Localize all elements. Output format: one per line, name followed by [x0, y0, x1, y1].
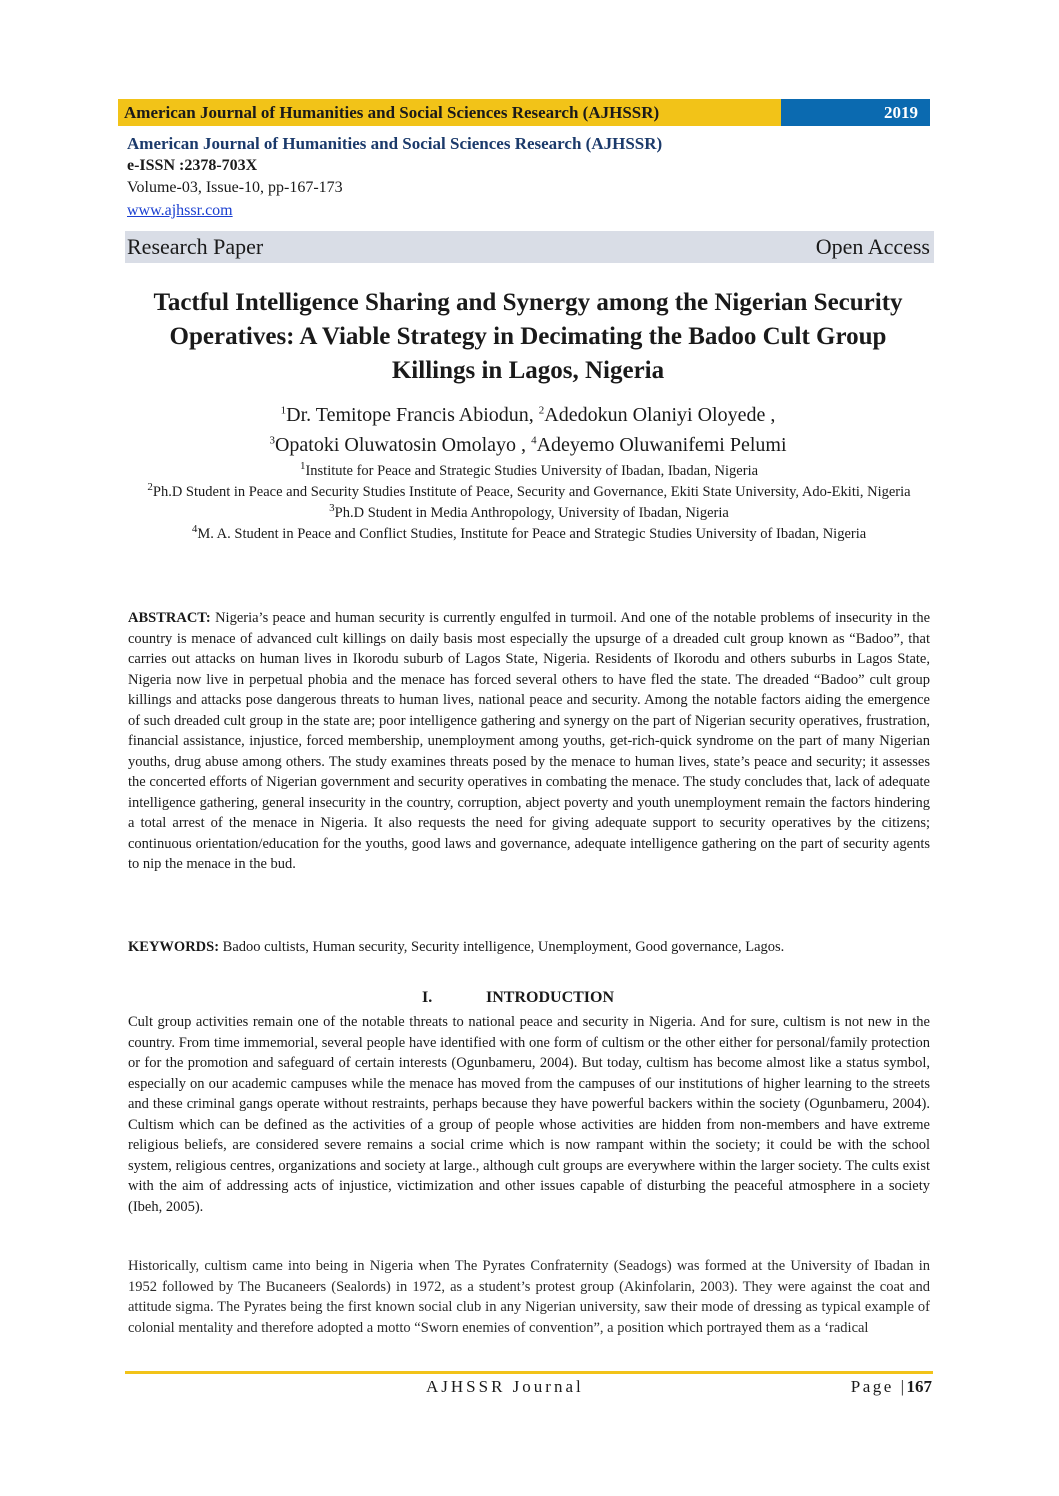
affiliation-text: Ph.D Student in Peace and Security Studies Institute of Peace, Security and Governance, Ekiti State University, Ado-Ekiti, Nigeria	[152, 484, 911, 500]
affiliation-text: Institute for Peace and Strategic Studies University of Ibadan, Ibadan, Nigeria	[305, 463, 759, 479]
page-label: Page |	[850, 1377, 907, 1396]
author-sup: 3	[269, 434, 275, 447]
page-number: 167	[906, 1377, 932, 1396]
history-paragraph: Historically, cultism came into being in Nigeria when The Pyrates Confraternity (Seadogs) was formed at the University of Ibadan in 1952 followed by The Bucaneers (Sealords) in 1972, as a student’s protest group (Akinfolarin, 2003). They were against the coat and attitude sigma. The Pyrates being the first known social club in any Nigerian university, saw their mode of dressing as typical example of colonial mentality and therefore adopted a motto “Sworn enemies of convention”, a position which portrayed them as a ‘radical	[128, 1258, 930, 1336]
footer-divider	[125, 1371, 933, 1374]
header-year: 2019	[781, 99, 930, 126]
paper-type-label: Research Paper	[127, 234, 264, 259]
abstract-text: Nigeria’s peace and human security is currently engulfed in turmoil. And one of the notable problems of insecurity in the country is menace of advanced cult killings on daily basis most especially the upsurge of a dreaded cult group known as “Badoo”, that carries out attacks on human lives in Ikorodu suburb of Lagos State, Nigeria. Residents of Ikorodu and others suburbs in Lagos State, Nigeria now live in perpetual phobia and the menace has forced several others to have fled the state. The dreaded “Badoo” cult group killings and attacks pose dangerous threats to human lives, national peace and security. Among the notable factors aiding the emergence of such dreaded cult group in the state are; poor intelligence gathering and synergy on the part of Nigerian security operatives, frustration, financial assistance, injustice, forced membership, unemployment among youths, get-rich-quick syndrome on the part of many Nigerian youths, drug abuse among others. The study examines threats posed by the menace to human lives, state’s peace and security; it assesses the concerted efforts of Nigerian government and security operatives in combating the menace. The study concludes that, lack of adequate intelligence gathering, general insecurity in the country, corruption, abject poverty and youth unemployment remain the factors hindering a total arrest of the menace in Nigeria. It also requests the need for giving adequate support to security operatives by the citizens; continuous orientation/education for the youths, good laws and governance, adequate intelligence gathering on the part of security agents to nip the menace in the bud.	[128, 610, 931, 872]
section-title: INTRODUCTION	[486, 989, 615, 1006]
affiliation-sup: 2	[147, 481, 153, 494]
footer-page	[851, 1377, 932, 1397]
abstract	[128, 608, 930, 875]
author-name: Opatoki Oluwatosin Omolayo ,	[274, 434, 527, 456]
footer-journal: AJHSSR Journal	[426, 1377, 584, 1396]
running-header	[118, 99, 930, 126]
header-journal-name: American Journal of Humanities and Social Sciences Research (AJHSSR)	[118, 99, 781, 126]
keywords-text: Badoo cultists, Human security, Security intelligence, Unemployment, Good governance, Lagos.	[222, 939, 785, 955]
affiliation-text: M. A. Student in Peace and Conflict Studies, Institute for Peace and Strategic Studies University of Ibadan, Nigeria	[197, 526, 867, 542]
intro-paragraph: Cult group activities remain one of the notable threats to national peace and security in Nigeria. And for sure, cultism is not new in the country. From time immemorial, several people have identified with one form of cultism or the other either for personal/family protection or for the promotion and safeguard of certain interests (Ogunbameru, 2004). But today, cultism has become almost like a status symbol, especially on our academic campuses while the menace has moved from the campuses of our institutions of higher learning to the streets and these criminal gangs operate without restraints, perhaps because they have powerful backers within the society (Ogunbameru, 2004). Cultism which can be defined as the activities of a group of people whose activities are hidden from non-members and have extreme religious beliefs, are considered severe remains a social crime which is now rampant within the society; it could be with the school system, religious centres, organizations and society at large., although cult groups are everywhere within the larger society. The cults exist with the aim of addressing acts of injustice, victimization and other issues capable of disturbing the peaceful atmosphere in a society (Ibeh, 2005).	[128, 1014, 930, 1215]
section-number: I.	[422, 989, 433, 1006]
affiliation-sup: 4	[191, 523, 198, 536]
author-line-1	[128, 400, 928, 430]
eissn: e-ISSN :2378-703X	[127, 157, 258, 174]
journal-name: American Journal of Humanities and Social Sciences Research (AJHSSR)	[127, 134, 663, 153]
affiliation	[128, 461, 930, 482]
journal-info	[127, 133, 927, 222]
author-sup: 1	[280, 404, 287, 417]
affiliation	[128, 503, 930, 524]
affiliation-text: Ph.D Student in Media Anthropology, University of Ibadan, Nigeria	[334, 505, 729, 521]
abstract-label: ABSTRACT:	[128, 610, 211, 626]
access-label: Open Access	[815, 234, 930, 259]
affiliation-sup: 3	[329, 502, 335, 515]
keywords-label: KEYWORDS:	[128, 939, 220, 955]
paper-type-bar	[125, 231, 934, 263]
journal-website-link[interactable]: www.ajhssr.com	[127, 202, 233, 219]
paper-title: Tactful Intelligence Sharing and Synergy among the Nigerian Security Operatives: A Viable Strategy in Decimating the Badoo Cult Group Killings in Lagos, Nigeria	[153, 289, 903, 384]
author-line-2	[128, 430, 928, 460]
affiliation	[128, 524, 930, 545]
author-name: Adeyemo Oluwanifemi Pelumi	[536, 434, 787, 456]
author-sup: 2	[538, 404, 545, 417]
author-sup: 4	[531, 434, 537, 447]
volume-issue: Volume-03, Issue-10, pp-167-173	[127, 179, 343, 196]
page-footer	[128, 1377, 932, 1397]
affiliation-list	[128, 461, 930, 545]
author-name: Dr. Temitope Francis Abiodun,	[286, 404, 534, 426]
affiliation	[128, 482, 930, 503]
author-name: Adedokun Olaniyi Oloyede ,	[544, 404, 776, 426]
keywords	[128, 937, 930, 958]
author-list	[128, 400, 928, 460]
affiliation-sup: 1	[299, 460, 306, 473]
